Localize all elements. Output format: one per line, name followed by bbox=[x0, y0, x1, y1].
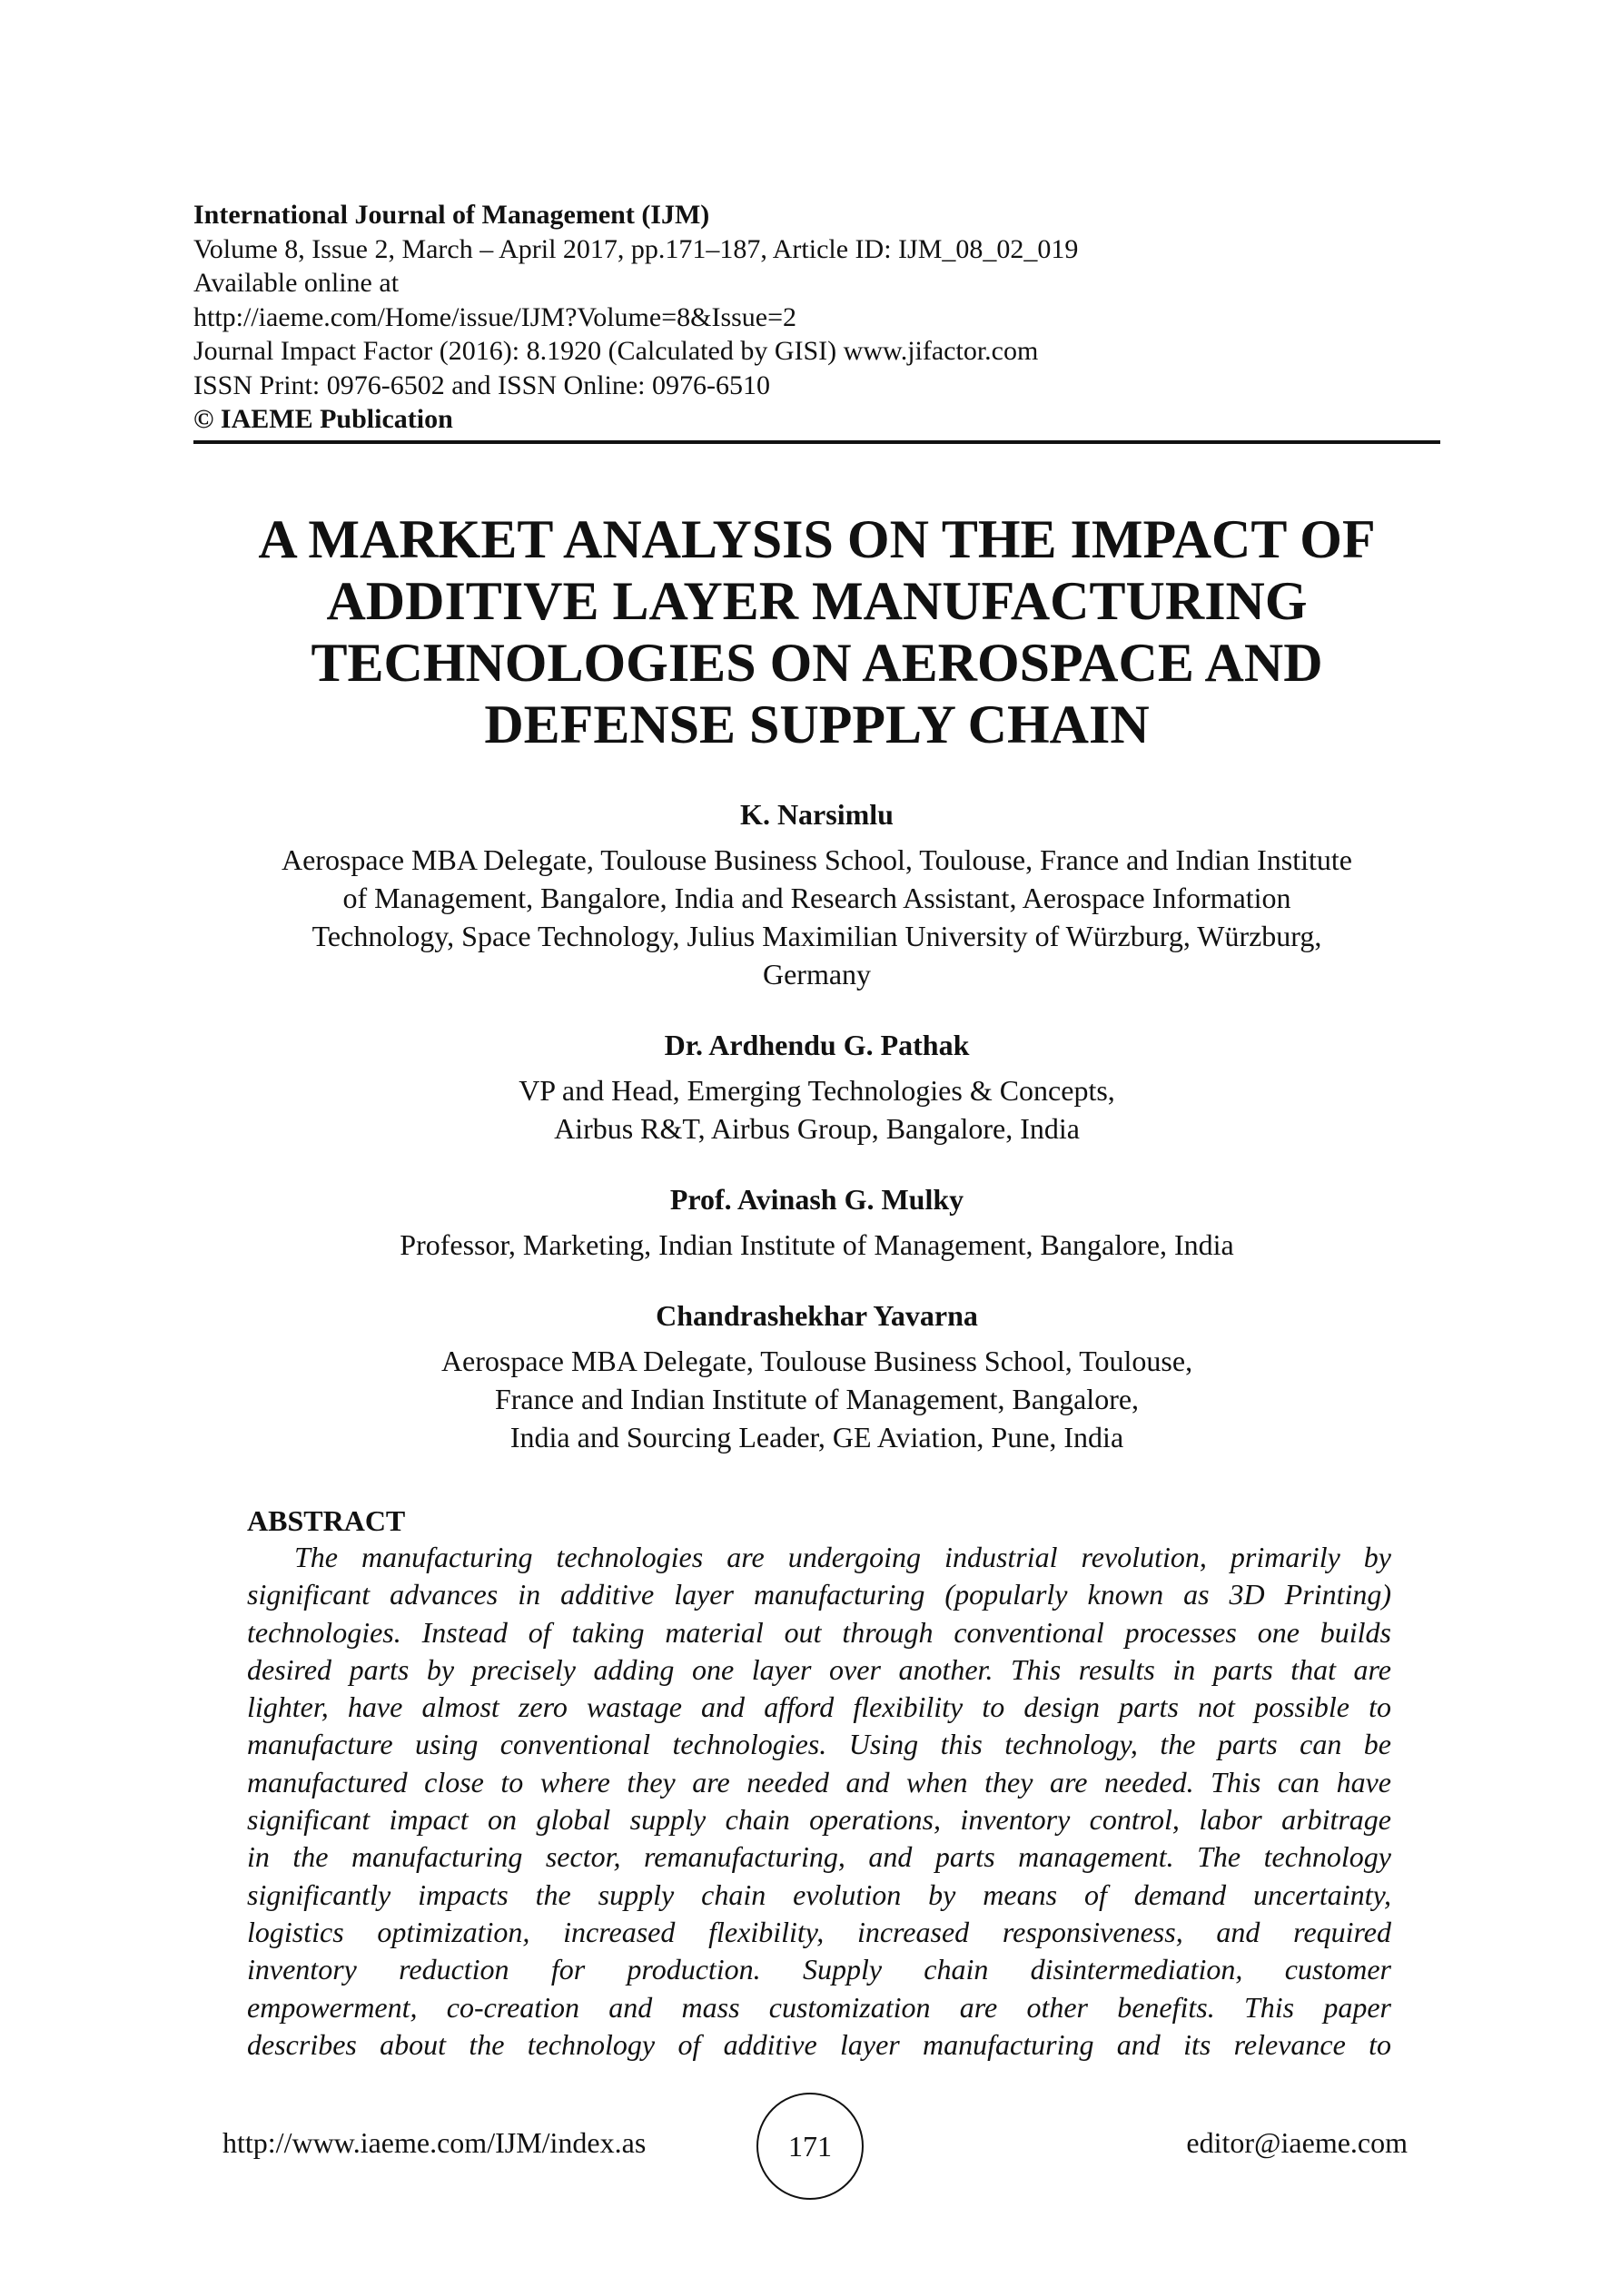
affiliation-line: Airbus R&T, Airbus Group, Bangalore, India bbox=[554, 1112, 1080, 1145]
author-block bbox=[193, 1026, 1440, 1148]
author-name: Prof. Avinash G. Mulky bbox=[669, 1183, 964, 1216]
affiliation-line: Professor, Marketing, Indian Institute of Management, Bangalore, India bbox=[400, 1228, 1234, 1261]
abstract-body bbox=[247, 1539, 1391, 2064]
issue-url[interactable]: http://iaeme.com/Home/issue/IJM?Volume=8&Issue=2 bbox=[193, 301, 797, 332]
journal-header bbox=[193, 198, 1438, 437]
affiliation-line: Technology, Space Technology, Julius Maximilian University of Würzburg, Würzburg, bbox=[311, 920, 1322, 952]
affiliation-line: of Management, Bangalore, India and Research Assistant, Aerospace Information bbox=[342, 882, 1291, 914]
title-line: DEFENSE SUPPLY CHAIN bbox=[484, 695, 1150, 754]
abstract-section bbox=[247, 1503, 1391, 2064]
author-block bbox=[193, 795, 1440, 993]
title-line: A MARKET ANALYSIS ON THE IMPACT OF bbox=[258, 509, 1376, 569]
affiliation-line: Germany bbox=[762, 958, 872, 990]
author-block bbox=[193, 1296, 1440, 1456]
abstract-line: manufactured close to where they are needed and when they are needed. This can have bbox=[247, 1765, 1391, 1798]
abstract-line: manufacture using conventional technologies. Using this technology, the parts can be bbox=[247, 1728, 1391, 1761]
abstract-line: The manufacturing technologies are undergoing industrial revolution, primarily by bbox=[294, 1541, 1391, 1573]
author-list bbox=[193, 795, 1440, 1456]
impact-factor: Journal Impact Factor (2016): 8.1920 (Calculated by GISI) www.jifactor.com bbox=[193, 336, 1039, 366]
available-online: Available online at bbox=[193, 268, 400, 298]
page-number-circle bbox=[756, 2093, 864, 2200]
abstract-heading: ABSTRACT bbox=[247, 1504, 406, 1537]
abstract-line: technologies. Instead of taking material out through conventional processes one builds bbox=[247, 1615, 1391, 1649]
abstract-line: empowerment, co-creation and mass customization are other benefits. This paper bbox=[247, 1990, 1391, 2024]
author-name: Chandrashekhar Yavarna bbox=[656, 1299, 978, 1332]
abstract-line: describes about the technology of additive layer manufacturing and its relevance to bbox=[247, 2027, 1391, 2061]
affiliation-line: Aerospace MBA Delegate, Toulouse Business School, Toulouse, bbox=[440, 1345, 1193, 1377]
author-name: Dr. Ardhendu G. Pathak bbox=[664, 1029, 970, 1061]
affiliation-line: India and Sourcing Leader, GE Aviation, Pune, India bbox=[509, 1421, 1124, 1453]
issn-info: ISSN Print: 0976-6502 and ISSN Online: 0976-6510 bbox=[193, 370, 771, 400]
journal-name: International Journal of Management (IJM) bbox=[193, 200, 710, 230]
volume-info: Volume 8, Issue 2, March – April 2017, pp.171–187, Article ID: IJM_08_02_019 bbox=[193, 233, 1079, 264]
page-number: 171 bbox=[788, 2129, 832, 2163]
affiliation-line: France and Indian Institute of Management, Bangalore, bbox=[494, 1383, 1140, 1415]
abstract-line: in the manufacturing sector, remanufacturing, and parts management. The technology bbox=[247, 1840, 1391, 1874]
affiliation-line: Aerospace MBA Delegate, Toulouse Business School, Toulouse, France and Indian Institute bbox=[281, 843, 1352, 876]
header-rule bbox=[193, 440, 1440, 444]
title-line: TECHNOLOGIES ON AEROSPACE AND bbox=[311, 633, 1323, 693]
affiliation-line: VP and Head, Emerging Technologies & Concepts, bbox=[519, 1074, 1115, 1107]
abstract-line: significantly impacts the supply chain evolution by means of demand uncertainty, bbox=[247, 1877, 1391, 1911]
abstract-line: significant advances in additive layer manufacturing (popularly known as 3D Printing) bbox=[247, 1578, 1391, 1611]
abstract-line: desired parts by precisely adding one layer over another. This results in parts that are bbox=[247, 1652, 1391, 1686]
footer-url[interactable]: http://www.iaeme.com/IJM/index.as bbox=[222, 2126, 647, 2159]
footer-email[interactable]: editor@iaeme.com bbox=[1186, 2126, 1408, 2159]
abstract-line: inventory reduction for production. Supply chain disintermediation, customer bbox=[247, 1953, 1391, 1986]
author-block bbox=[193, 1180, 1440, 1264]
author-name: K. Narsimlu bbox=[740, 798, 894, 831]
abstract-line: lighter, have almost zero wastage and afford flexibility to design parts not possible to bbox=[247, 1690, 1391, 1724]
title-line: ADDITIVE LAYER MANUFACTURING bbox=[326, 571, 1308, 631]
abstract-line: significant impact on global supply chain operations, inventory control, labor arbitrage bbox=[247, 1803, 1391, 1837]
abstract-line: logistics optimization, increased flexibility, increased responsiveness, and required bbox=[247, 1915, 1391, 1948]
copyright: © IAEME Publication bbox=[193, 404, 453, 434]
paper-title bbox=[193, 508, 1440, 755]
